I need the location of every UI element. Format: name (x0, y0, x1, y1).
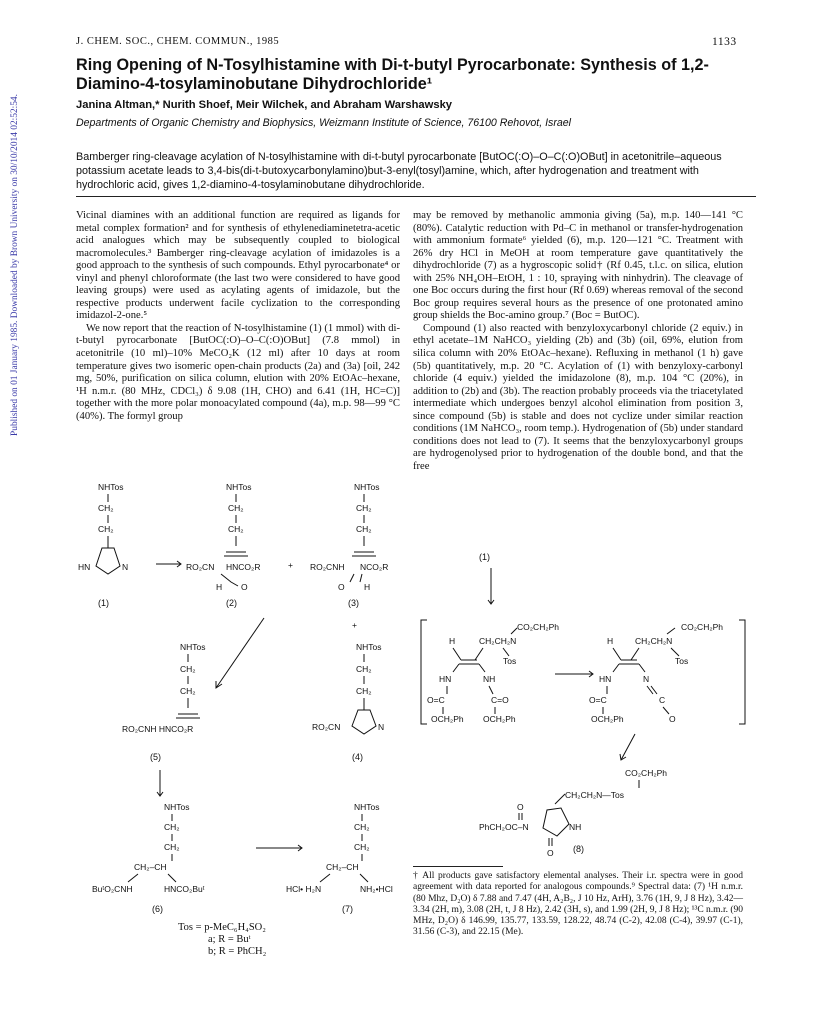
imidazole-ring (96, 548, 120, 574)
ch2ch2n-label: CH₂CH₂N (479, 636, 517, 646)
och2ph-label: OCH₂Ph (591, 714, 624, 724)
nhtos-label: NHTos (226, 482, 252, 492)
ch2-label: CH₂ (354, 842, 370, 852)
right-paragraph-2: Compound (1) also reacted with benzyloxycarbonyl chloride (2 equiv.) in ethyl acetate–1M NaHCO₃ yielding (2b) and (3b) (oil, 69%, elution from silica column with 20% EtOAc–hexane). Refluxing in methanol (1 h) gave (5b) quantitatively, m.p. 20 °C. Acylation of (1) with benzyloxy-carbonyl chloride (4 equiv.) yielded the imidazolone (8), m.p. 104 °C (20%), in addition to (2b) and (3b). The reaction probably proceeds via the triacetylated intermediate which undergoes benzyl alcohol elimination from position 3, since compound (5b) is stable and does not cyclize under similar reaction conditions (1M NaHCO₃, room temp.). Hydrogenation of (5b) under standard conditions does not lead to (7). It seems that the benzyloxycarbonyl groups are hydrogenolysed prior to hydrogenation of the double bond, and that the free (413, 322, 743, 472)
hnco2bu-label: HNCO₂Buᵗ (164, 884, 205, 894)
abstract-rule (76, 196, 756, 197)
nhtos-label: NHTos (354, 482, 380, 492)
hcl-h2n-label: HCl• H₂N (286, 884, 322, 894)
left-paragraph-1: Vicinal diamines with an additional function are required as ligands for metal complex formation² and for synthesis of ethylenediaminetetra-acetic acid analogues which may be subsequently coupled to biological macromolecules.³ Bamberger ring-cleavage acylation of imidazoles is a good approach to the synthesis of such compounds. Ethyl pyrocarbonate⁴ or vinyl and phenyl chloroformate (the last two were considered to have good leaving groups) were used as acylating agents of imidazole, but the respective products underwent facile cyclization to the corresponding imidazol-2-one.⁵ (76, 210, 400, 322)
reaction-arrow (621, 734, 635, 760)
compound-1-label: (1) (98, 598, 109, 608)
ch2-label: CH₂ (354, 822, 370, 832)
left-column (76, 210, 400, 423)
compound-6-label: (6) (152, 904, 163, 914)
h-label: H (364, 582, 371, 592)
ch2-label: CH₂ (180, 664, 196, 674)
bonds (603, 707, 669, 714)
co2ch2ph-label: CO₂CH₂Ph (625, 768, 668, 778)
och2ph-label: OCH₂Ph (483, 714, 516, 724)
ch2-label: CH₂ (228, 524, 244, 534)
bonds (613, 628, 679, 672)
reaction-arrow (216, 618, 264, 688)
bonds (447, 686, 493, 694)
tos-label: Tos (675, 656, 689, 666)
ch2-label: CH₂ (164, 842, 180, 852)
left-paragraph-2: We now report that the reaction of N-tosylhistamine (1) (1 mmol) with di-t-butyl pyrocarbonate [ButOC(:O)–O–C(:O)OBut] (7.8 mmol) in acetonitrile (10 ml)–10% MeCO₂K (12 ml) after 10 days at room temperature gives two isomeric open-chain products (2a) and (3a) [oil, 242 mg, 50%, purification on silica column, elution with 20% EtOAc–hexane, ¹H n.m.r. (80 MHz, CDCl₃) δ 9.08 (1H, CHO) and 6.41 (1H, HC=C)] together with the more polar monoacylated compound (4a), m.p. 98—99 °C (40%). The formyl group (76, 322, 400, 422)
c-label: C (659, 695, 666, 705)
compound-7-label: (7) (342, 904, 353, 914)
reaction-scheme-left (76, 478, 406, 918)
compound-1-label: (1) (479, 552, 490, 562)
compound-4-label: (4) (352, 752, 363, 762)
nhtos-label: NHTos (354, 802, 380, 812)
compound-3-label: (3) (348, 598, 359, 608)
tos-label: Tos (503, 656, 517, 666)
footnote-rule (413, 866, 503, 867)
o-eq-c-label: O=C (589, 695, 607, 705)
formyl-bond (350, 574, 362, 582)
footnote: † All products gave satisfactory elemental analyses. Their i.r. spectra were in good agreement with data reported for analogous compounds.⁹ Spectral data: (7) ¹H n.m.r. (80 Mhz, D₂O) δ 7.88 and 7.47 (4H, A₂B₂, J 10 Hz, ArH), 3.76 (1H, 9, J 8 Hz), 3.42—3.34 (2H, m), 3.08 (2H, t, J 8 Hz), 2.42 (3H, s), and 1.99 (2H, 9, J 8 Hz); ¹³C n.m.r. (90 MHz, D₂O) δ 146.99, 135.77, 133.59, 128.22, 48.74 (C-2), 42.08 (C-4), 39.97 (C-1), 31.56 (C-3), and 22.15 (Me). (413, 871, 743, 938)
ch2-label: CH₂ (356, 524, 372, 534)
tos-definition-line: Tos = p-MeC₆H₄SO₂ (178, 922, 266, 933)
hnco2r-label: HNCO₂R (226, 562, 261, 572)
compound-2-label: (2) (226, 598, 237, 608)
ro2cn-label: RO₂CN (312, 722, 341, 732)
ro2cn-label: RO₂CN (186, 562, 215, 572)
n-label: N (643, 674, 650, 684)
bond (555, 794, 565, 804)
affiliation: Departments of Organic Chemistry and Biophysics, Weizmann Institute of Science, 76100 Rehovot, Israel (76, 117, 572, 129)
c-eq-o-label: C=O (491, 695, 509, 705)
plus-sign: + (352, 620, 357, 630)
o-label: O (669, 714, 676, 724)
ch2-label: CH₂ (98, 524, 114, 534)
imidazole-ring (352, 710, 376, 734)
alkene-bond (352, 536, 376, 556)
reaction-scheme-right (413, 548, 758, 860)
compound-5-label: (5) (150, 752, 161, 762)
bond (320, 874, 368, 882)
carbonyl-bond (519, 813, 522, 820)
ch2-label: CH₂ (164, 822, 180, 832)
bracket-right (739, 620, 745, 724)
bond (128, 874, 176, 882)
h-label: H (607, 636, 614, 646)
n-label: N (122, 562, 129, 572)
bracket-left (421, 620, 427, 724)
ch2-label: CH₂ (180, 686, 196, 696)
och2ph-label: OCH₂Ph (431, 714, 464, 724)
o-eq-c-label: O=C (427, 695, 445, 705)
nco2r-label: NCO₂R (360, 562, 389, 572)
right-paragraph-1: may be removed by methanolic ammonia giving (5a), m.p. 140—141 °C (80%). Catalytic reduction with Pd–C in methanol or transfer-hydrogenation with ammonium formate⁶ yielded (6), m.p. 120—121 °C. Treatment with 26% dry HCl in MeOH at room temperature gave quantitatively the dihydrochloride (7) as a hygroscopic solid† (Rf 0.45, t.l.c. on silica, elution with 25% NH₄OH–EtOH, 1 : 10, spraying with ninhydrin). The cleavage of one Boc occurs during the first hour (Rf 0.69) whereas removal of the second Boc group requires several hours as the presence of one protonated amino group shields the Boc-amino group.⁷ (Boc = ButOC). (413, 210, 743, 322)
o-label: O (517, 802, 524, 812)
nh2hcl-label: NH₂•HCl (360, 884, 393, 894)
compound-8-label: (8) (573, 844, 584, 854)
o-label: O (241, 582, 248, 592)
alkene-bond (176, 698, 200, 718)
formyl-bond (221, 574, 238, 586)
nhtos-label: NHTos (180, 642, 206, 652)
h-label: H (449, 636, 456, 646)
running-head-page: 1133 (712, 36, 737, 48)
ro2cnh-label: RO₂CNH (310, 562, 345, 572)
o-label: O (338, 582, 345, 592)
co2ch2ph-label: CO₂CH₂Ph (517, 622, 560, 632)
authors: Janina Altman,* Nurith Shoef, Meir Wilchek, and Abraham Warshawsky (76, 99, 453, 111)
paper-title: Ring Opening of N-Tosylhistamine with Di-t-butyl Pyrocarbonate: Synthesis of 1,2-Diamino-4-tosylaminobutane Dihydrochloride¹ (76, 56, 709, 93)
ch2ch2n-label: CH₂CH₂N (635, 636, 673, 646)
hn-label: HN (599, 674, 612, 684)
carbonyl-bond (549, 838, 552, 846)
h-label: H (216, 582, 223, 592)
phch2oc-n-label: PhCH₂OC–N (479, 822, 529, 832)
nhtos-label: NHTos (356, 642, 382, 652)
hn-label: HN (78, 562, 91, 572)
r-definition-b: b; R = PhCH₂ (208, 946, 267, 957)
r-definition-a: a; R = Buᵗ (208, 934, 251, 945)
buo2cnh-label: BuᵗO₂CNH (92, 884, 133, 894)
ch2ch2n-tos-label: CH₂CH₂N—Tos (565, 790, 625, 800)
ch2-ch-label: CH₂–CH (134, 862, 167, 872)
bonds (607, 686, 657, 694)
bonds (443, 707, 495, 714)
imidazolone-ring (543, 808, 569, 836)
nhtos-label: NHTos (98, 482, 124, 492)
alkene-bond (224, 536, 248, 556)
hn-label: HN (439, 674, 452, 684)
o-label: O (547, 848, 554, 858)
ch2-label: CH₂ (356, 503, 372, 513)
ro2cnh-hnco2r-label: RO₂CNH HNCO₂R (122, 724, 194, 734)
ch2-label: CH₂ (228, 503, 244, 513)
nh-label: NH (569, 822, 582, 832)
plus-sign: + (288, 560, 293, 570)
nhtos-label: NHTos (164, 802, 190, 812)
nh-label: NH (483, 674, 496, 684)
download-sidebar: Published on 01 January 1985. Downloaded by Brown University on 30/10/2014 02:52:54. (10, 94, 20, 436)
right-column (413, 210, 743, 473)
n-label: N (378, 722, 385, 732)
ch2-ch-label: CH₂–CH (326, 862, 359, 872)
ch2-label: CH₂ (356, 664, 372, 674)
abstract: Bamberger ring-cleavage acylation of N-tosylhistamine with di-t-butyl pyrocarbonate [ButOC(:O)–O–C(:O)OBut] in acetonitrile–aqueous potassium acetate leads to 3,4-bis(di-t-butoxycarbonylamino)but-3-enyl(tosyl)amine, which, after hydrogenation and treatment with hydrochloric acid, gives 1,2-diamino-4-tosylaminobutane dihydrochloride. (76, 151, 722, 192)
ch2-label: CH₂ (356, 686, 372, 696)
tos-definition (178, 922, 266, 958)
ch2-label: CH₂ (98, 503, 114, 513)
co2ch2ph-label: CO₂CH₂Ph (681, 622, 724, 632)
running-head-journal: J. CHEM. SOC., CHEM. COMMUN., 1985 (76, 36, 280, 47)
